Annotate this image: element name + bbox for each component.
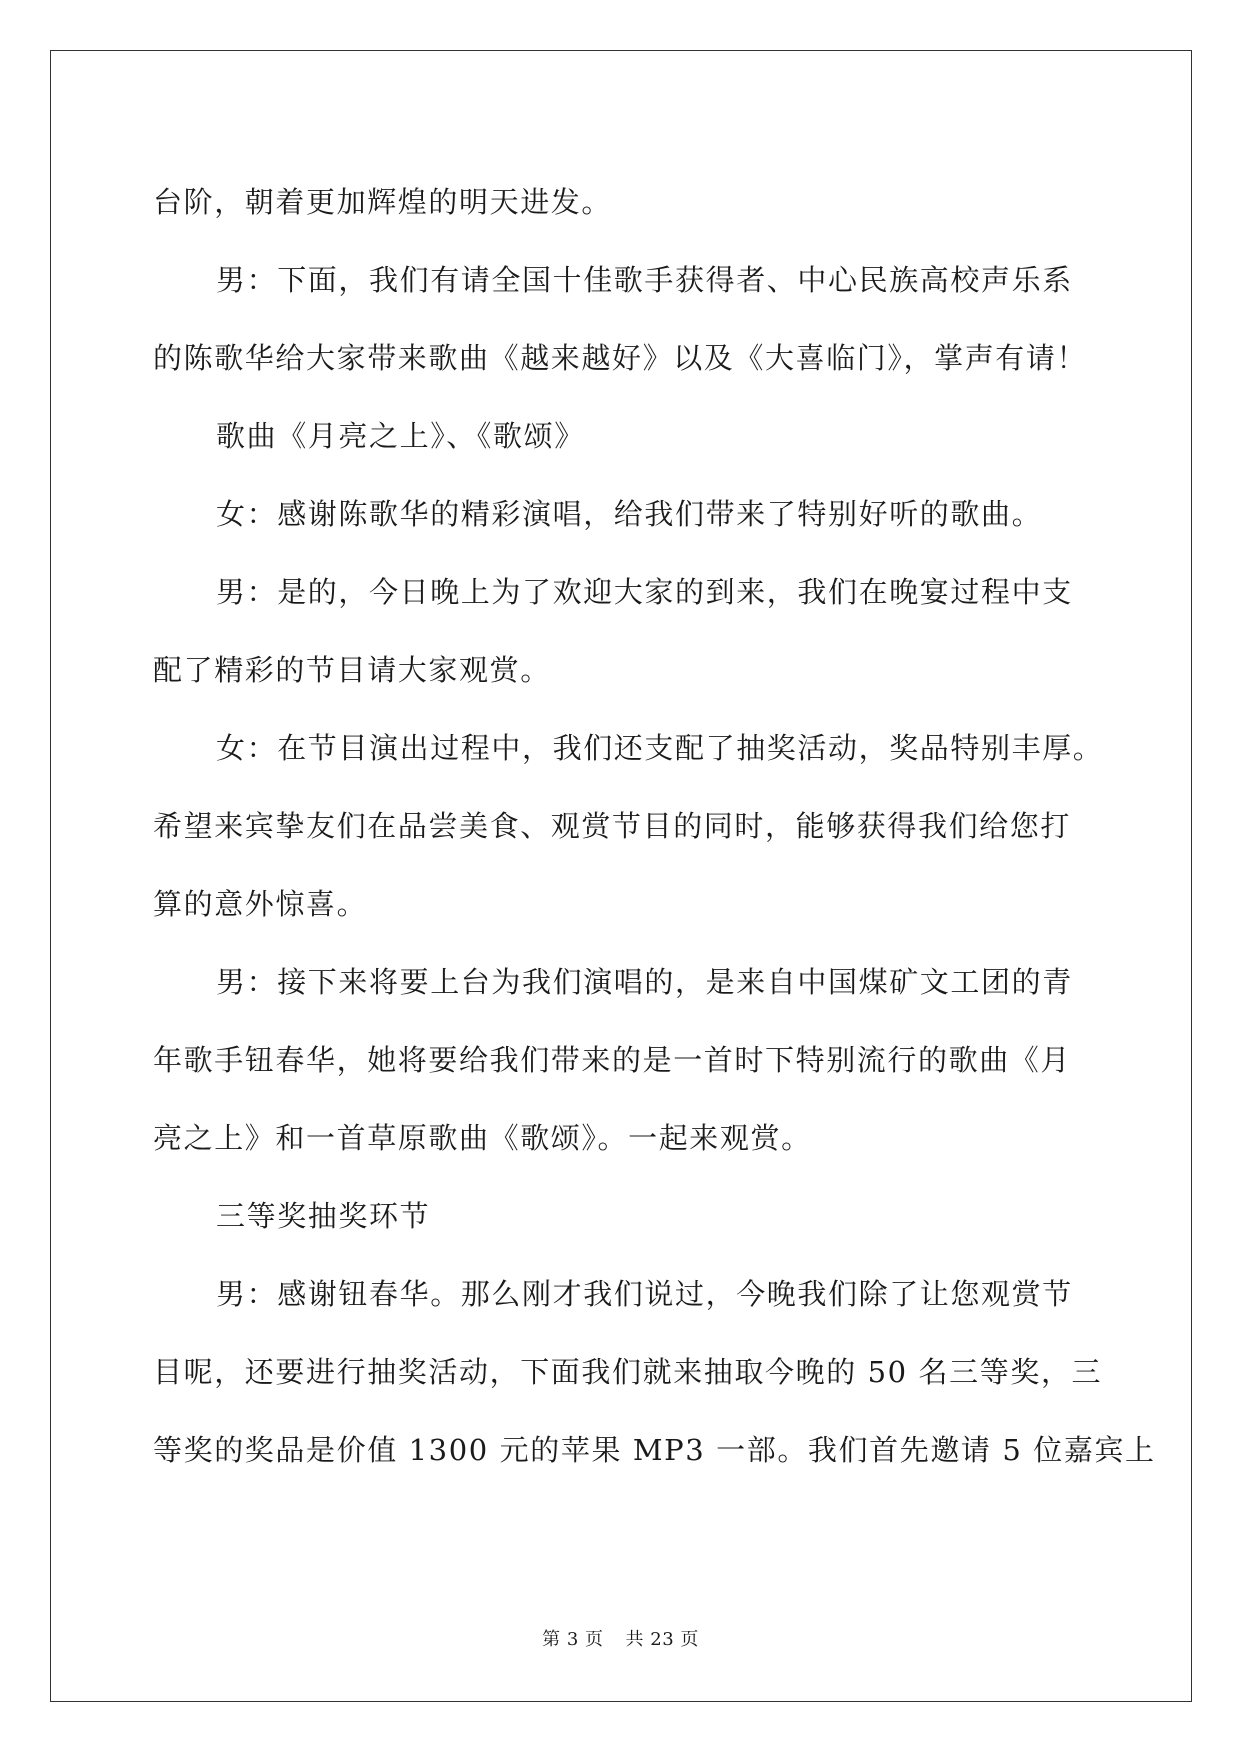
section-heading: 三等奖抽奖环节 [216,1199,431,1233]
text-line: 女：在节目演出过程中，我们还支配了抽奖活动，奖品特别丰厚。 [216,731,1104,765]
text-line: 女：感谢陈歌华的精彩演唱，给我们带来了特别好听的歌曲。 [216,497,1043,531]
page-total: 共 23 页 [625,1629,699,1650]
text-line: 算的意外惊喜。 [153,887,368,921]
text-line: 配了精彩的节目请大家观赏。 [153,653,551,687]
text-line: 男：下面，我们有请全国十佳歌手获得者、中心民族高校声乐系 [216,263,1073,297]
page-number: 第 3 页 [542,1629,604,1650]
page-footer [0,1625,1241,1651]
text-line: 希望来宾挚友们在品尝美食、观赏节目的同时，能够获得我们给您打 [153,809,1072,843]
text-line: 男：接下来将要上台为我们演唱的，是来自中国煤矿文工团的青 [216,965,1073,999]
text-line: 歌曲《月亮之上》、《歌颂》 [216,419,585,453]
text-line: 等奖的奖品是价值 1300 元的苹果 MP3 一部。我们首先邀请 5 位嘉宾上 [153,1433,1156,1467]
text-line: 台阶，朝着更加辉煌的明天进发。 [153,185,613,219]
text-line: 男：感谢钮春华。那么刚才我们说过，今晚我们除了让您观赏节 [216,1277,1073,1311]
text-line: 男：是的，今日晚上为了欢迎大家的到来，我们在晚宴过程中支 [216,575,1073,609]
text-line: 目呢，还要进行抽奖活动，下面我们就来抽取今晚的 50 名三等奖，三 [153,1355,1103,1389]
text-line: 年歌手钮春华，她将要给我们带来的是一首时下特别流行的歌曲《月 [153,1043,1072,1077]
document-body [153,163,1156,1489]
text-line: 的陈歌华给大家带来歌曲《越来越好》以及《大喜临门》，掌声有请！ [153,341,1088,375]
text-line: 亮之上》和一首草原歌曲《歌颂》。一起来观赏。 [153,1121,812,1155]
